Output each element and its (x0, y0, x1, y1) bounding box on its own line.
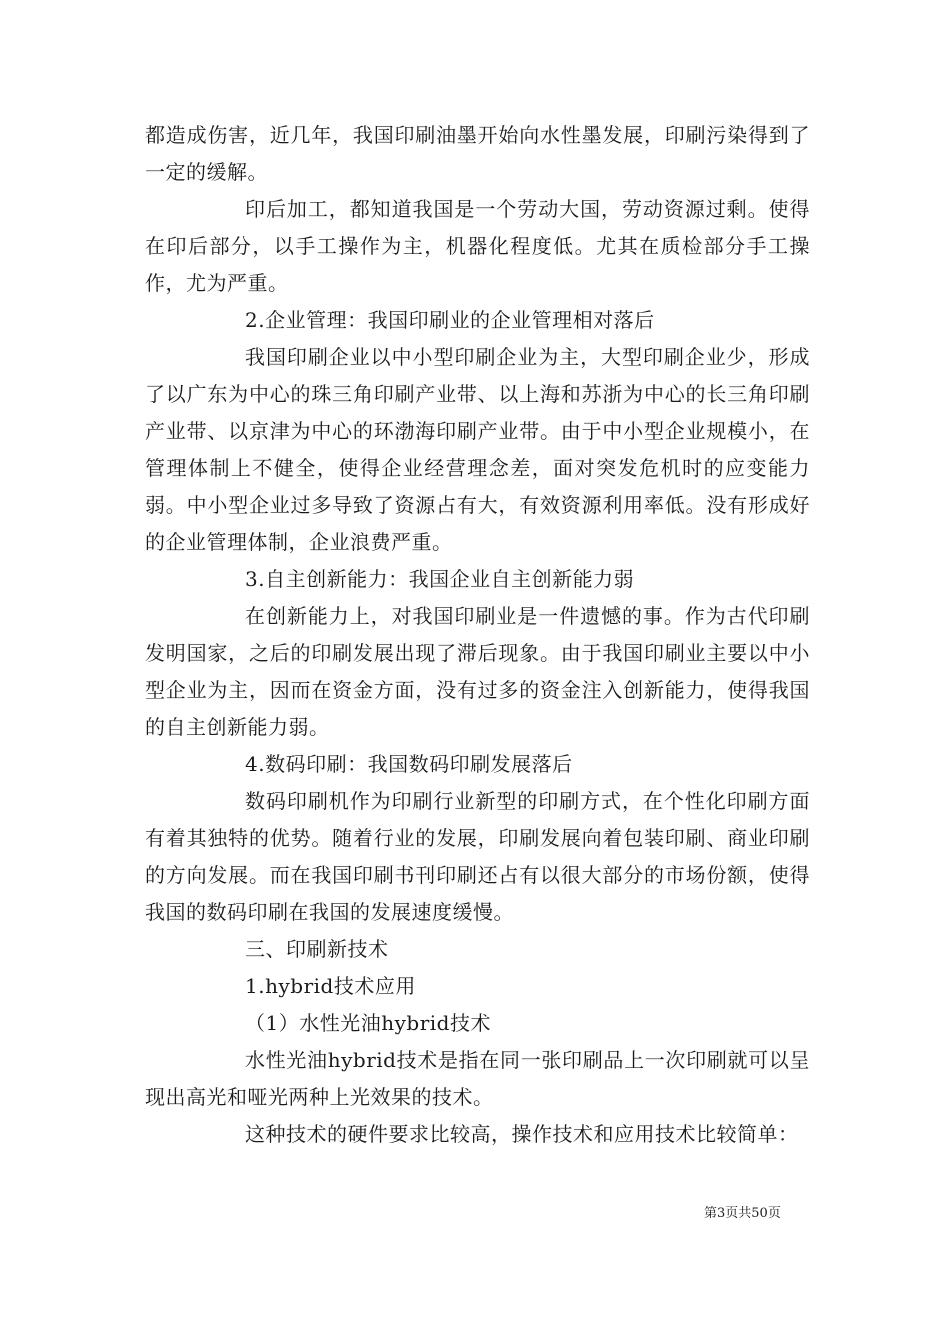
section-heading: 3.自主创新能力：我国企业自主创新能力弱 (245, 567, 635, 591)
page-number-footer: 第3页共50页 (704, 1206, 781, 1221)
document-body (145, 117, 810, 1153)
paragraph: 我国印刷企业以中小型印刷企业为主，大型印刷企业少，形成了以广东为中心的珠三角印刷产业带、以上海和苏浙为中心的长三角印刷产业带、以京津为中心的环渤海印刷产业带。由于中小型企业规模小，在管理体制上不健全，使得企业经营理念差，面对突发危机时的应变能力弱。中小型企业过多导致了资源占有大，有效资源利用率低。没有形成好的企业管理体制，企业浪费严重。 (145, 345, 810, 554)
paragraph: 数码印刷机作为印刷行业新型的印刷方式，在个性化印刷方面有着其独特的优势。随着行业的发展，印刷发展向着包装印刷、商业印刷的方向发展。而在我国印刷书刊印刷还占有以很大部分的市场份额，使得我国的数码印刷在我国的发展速度缓慢。 (145, 789, 810, 924)
paragraph: 都造成伤害，近几年，我国印刷油墨开始向水性墨发展，印刷污染得到了一定的缓解。 (145, 123, 810, 184)
subsection-heading: 1.hybrid技术应用 (245, 974, 416, 998)
paragraph: 在创新能力上，对我国印刷业是一件遗憾的事。作为古代印刷发明国家，之后的印刷发展出现了滞后现象。由于我国印刷业主要以中小型企业为主，因而在资金方面，没有过多的资金注入创新能力，使得我国的自主创新能力弱。 (145, 604, 810, 739)
section-heading: 4.数码印刷：我国数码印刷发展落后 (245, 752, 573, 776)
subsection-heading: （1）水性光油hybrid技术 (245, 1011, 491, 1035)
paragraph: 这种技术的硬件要求比较高，操作技术和应用技术比较简单： (245, 1122, 799, 1146)
section-heading: 三、印刷新技术 (245, 937, 389, 961)
section-heading: 2.企业管理：我国印刷业的企业管理相对落后 (245, 308, 655, 332)
paragraph: 水性光油hybrid技术是指在同一张印刷品上一次印刷就可以呈现出高光和哑光两种上光效果的技术。 (145, 1048, 810, 1109)
paragraph: 印后加工，都知道我国是一个劳动大国，劳动资源过剩。使得在印后部分，以手工操作为主，机器化程度低。尤其在质检部分手工操作，尤为严重。 (145, 197, 810, 295)
